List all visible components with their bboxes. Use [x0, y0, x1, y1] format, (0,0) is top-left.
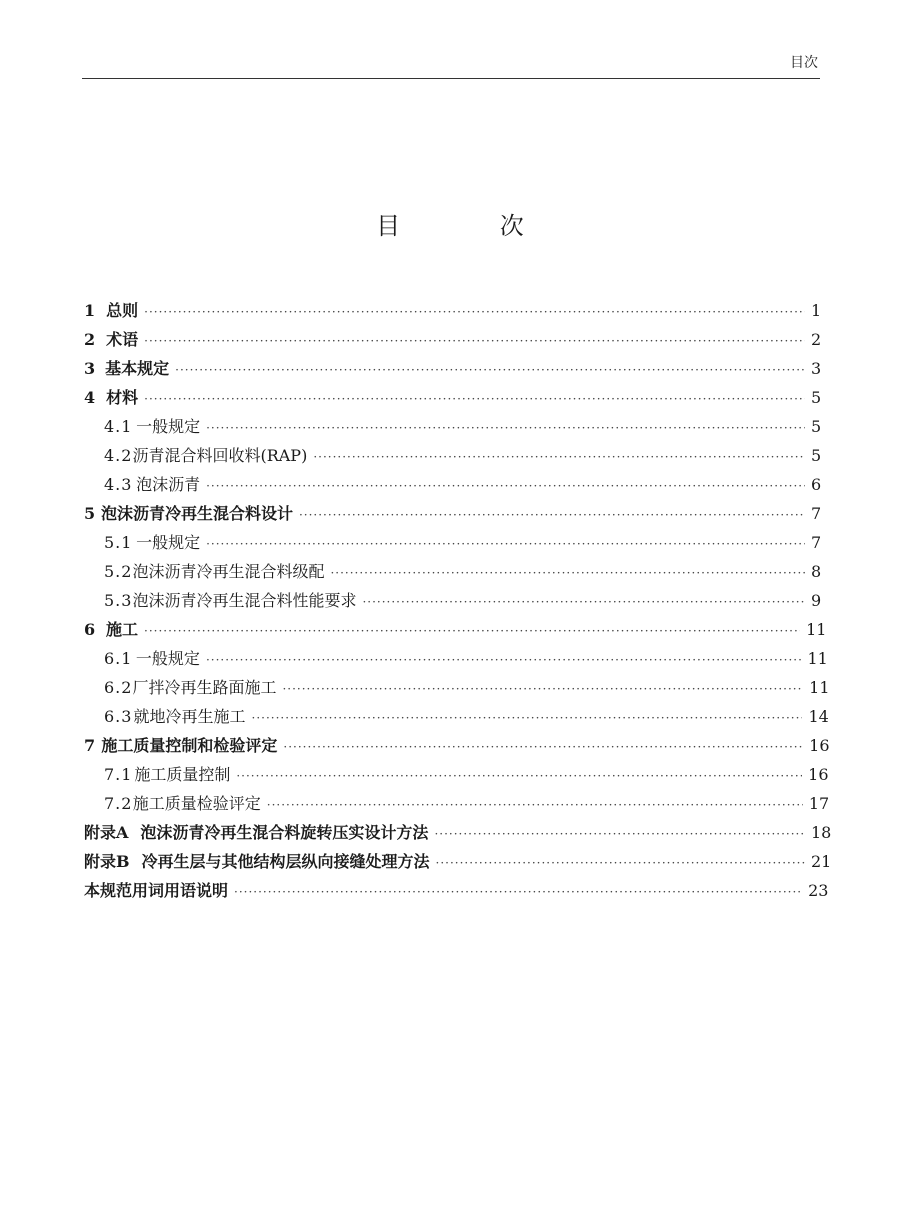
- toc-entry-page: 7: [811, 504, 822, 523]
- toc-entry-label: 泡沫沥青: [136, 475, 201, 494]
- toc-entry-page: 8: [811, 562, 822, 581]
- toc-entry[interactable]: [84, 818, 832, 847]
- toc-entry[interactable]: [84, 528, 821, 557]
- dot-leader: [282, 675, 803, 704]
- toc-entry-number: 5.1: [104, 533, 133, 552]
- toc-entry-page: 1: [811, 301, 822, 320]
- toc-entry[interactable]: [84, 383, 821, 412]
- toc-entry[interactable]: [84, 644, 828, 673]
- toc-entry-number: 3: [84, 359, 96, 378]
- toc-entry-number: 2: [84, 330, 96, 349]
- toc-entry-number: 1: [84, 301, 96, 320]
- toc-entry-label: 泡沫沥青冷再生混合料旋转压实设计方法: [140, 823, 429, 842]
- toc-entry-label: 就地冷再生施工: [133, 707, 246, 726]
- toc-entry[interactable]: [84, 673, 830, 702]
- toc-entry-number: 5: [84, 504, 96, 523]
- toc-entry[interactable]: [84, 702, 829, 731]
- toc-entry-number: 6.2: [104, 678, 133, 697]
- toc-entry-label: 一般规定: [136, 417, 201, 436]
- toc-entry-label: 厂拌冷再生路面施工: [132, 678, 277, 697]
- toc-entry-page: 21: [811, 852, 832, 871]
- toc-entry-label: 一般规定: [136, 533, 201, 552]
- dot-leader: [299, 501, 805, 530]
- toc-entry-page: 7: [811, 533, 822, 552]
- dot-leader: [252, 704, 803, 733]
- toc-entry-page: 5: [811, 388, 822, 407]
- running-header: 目次: [790, 55, 818, 71]
- toc-entry[interactable]: [84, 441, 821, 470]
- toc-entry-label: 施工质量控制和检验评定: [101, 736, 278, 755]
- toc-entry-page: 18: [811, 823, 832, 842]
- dot-leader: [236, 762, 802, 791]
- dot-leader: [362, 588, 805, 617]
- toc-entry-page: 9: [811, 591, 822, 610]
- dot-leader: [234, 878, 802, 907]
- dot-leader: [434, 820, 805, 849]
- toc-entry[interactable]: [84, 557, 821, 586]
- toc-title: 目 次: [376, 212, 570, 240]
- dot-leader: [175, 356, 805, 385]
- toc-entry-label: 基本规定: [105, 359, 170, 378]
- dot-leader: [144, 617, 800, 646]
- toc-entry-number: 5.2: [104, 562, 133, 581]
- toc-entry[interactable]: [84, 354, 821, 383]
- toc-entry-label: 施工: [105, 620, 138, 639]
- toc-entry-number: 附录A: [84, 823, 129, 842]
- dot-leader: [330, 559, 805, 588]
- toc-entry-label: 施工质量检验评定: [132, 794, 261, 813]
- toc-entry-number: 5.3: [104, 591, 133, 610]
- toc-entry-number: 4.2: [104, 446, 133, 465]
- toc-entry-page: 11: [807, 649, 828, 668]
- toc-entry-number: 4: [84, 388, 96, 407]
- toc-entry[interactable]: [84, 876, 829, 905]
- toc-entry-page: 11: [806, 620, 827, 639]
- dot-leader: [206, 472, 805, 501]
- toc-entry-page: 2: [811, 330, 822, 349]
- toc-entry-label: 总则: [106, 301, 139, 320]
- toc-entry-label: 泡沫沥青冷再生混合料级配: [132, 562, 325, 581]
- toc-entry-label: 术语: [106, 330, 139, 349]
- toc-entry-number: 6.3: [104, 707, 133, 726]
- dot-leader: [313, 443, 805, 472]
- toc-entry-number: 7.1: [104, 765, 133, 784]
- toc-entry-page: 16: [809, 736, 830, 755]
- toc-entry-page: 16: [808, 765, 829, 784]
- toc-entry-label: 本规范用词用语说明: [84, 881, 229, 900]
- dot-leader: [144, 327, 805, 356]
- dot-leader: [206, 530, 805, 559]
- toc-entry[interactable]: [84, 789, 830, 818]
- toc-entry-number: 4.3: [104, 475, 133, 494]
- toc-entry-label: 施工质量控制: [134, 765, 231, 784]
- table-of-contents: [84, 296, 832, 905]
- toc-entry-number: 6.1: [104, 649, 133, 668]
- toc-entry-page: 3: [811, 359, 822, 378]
- toc-entry-page: 5: [811, 417, 822, 436]
- toc-entry-number: 6: [84, 620, 96, 639]
- toc-entry-page: 14: [808, 707, 829, 726]
- toc-entry[interactable]: [84, 731, 830, 760]
- toc-entry-label: 沥青混合料回收料(RAP): [132, 446, 308, 465]
- toc-entry-number: 4.1: [104, 417, 133, 436]
- dot-leader: [144, 385, 805, 414]
- dot-leader: [436, 849, 805, 878]
- toc-entry-number: 7: [84, 736, 96, 755]
- toc-entry-page: 11: [809, 678, 830, 697]
- dot-leader: [267, 791, 803, 820]
- toc-entry-number: 7.2: [104, 794, 133, 813]
- toc-entry-label: 冷再生层与其他结构层纵向接缝处理方法: [141, 852, 430, 871]
- dot-leader: [144, 298, 805, 327]
- toc-entry-page: 6: [811, 475, 822, 494]
- toc-entry[interactable]: [84, 296, 821, 325]
- toc-entry-label: 泡沫沥青冷再生混合料设计: [100, 504, 293, 523]
- toc-entry-label: 一般规定: [135, 649, 200, 668]
- dot-leader: [206, 414, 805, 443]
- toc-entry[interactable]: [84, 412, 821, 441]
- dot-leader: [206, 646, 802, 675]
- toc-entry-number: 附录B: [84, 852, 130, 871]
- toc-entry-page: 5: [811, 446, 822, 465]
- header-rule: [82, 78, 820, 79]
- toc-entry[interactable]: [84, 325, 821, 354]
- toc-entry-page: 23: [808, 881, 829, 900]
- toc-entry-page: 17: [808, 794, 830, 813]
- toc-entry[interactable]: [84, 499, 821, 528]
- toc-entry[interactable]: [84, 847, 832, 876]
- toc-entry[interactable]: [84, 470, 821, 499]
- toc-entry[interactable]: [84, 615, 827, 644]
- dot-leader: [283, 733, 803, 762]
- toc-entry-label: 泡沫沥青冷再生混合料性能要求: [132, 591, 357, 610]
- toc-entry[interactable]: [84, 760, 829, 789]
- toc-entry[interactable]: [84, 586, 821, 615]
- toc-entry-label: 材料: [106, 388, 139, 407]
